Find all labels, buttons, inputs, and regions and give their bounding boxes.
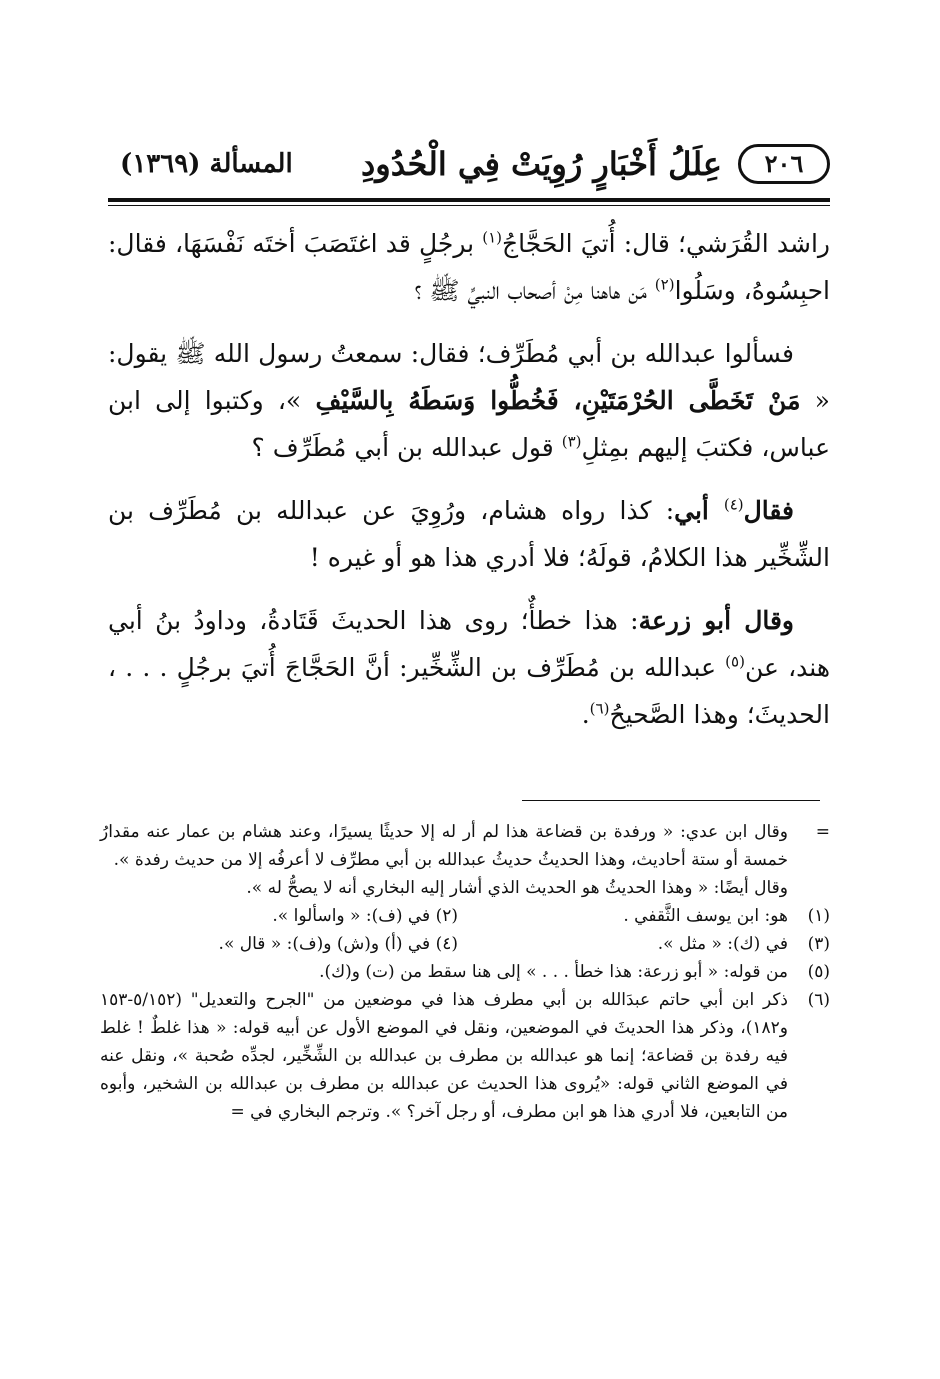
footnote-text: وقال أيضًا: « وهذا الحديثُ هو الحديث الذي أشار إليه البخاري أنه لا يصحُّ له ».	[246, 878, 788, 898]
footnote-4	[219, 930, 458, 958]
footnote-text: وقال ابن عدي: « ورفدة بن قضاعة هذا لم أر له إلا حديثًا يسيرًا، وعند هشام بن عمار عنه مقدارُ خمسة أو ستة أحاديث، وهذا الحديثُ حديثُ عبدالله بن أبي مطرِّف لا أعرفُه إلا من حديث رفدة ».	[100, 822, 788, 870]
text-segment: .	[581, 700, 590, 729]
book-title: عِلَلُ أَخْبَارٍ رُوِيَتْ فِي الْحُدُودِ	[360, 145, 722, 183]
page-header	[100, 142, 830, 194]
footnotes	[100, 818, 830, 1126]
footnote-marker: (١)	[807, 906, 830, 926]
footnote-marker: (٤)	[435, 934, 458, 954]
footnote-separator	[522, 800, 820, 801]
footnote-continuation-2	[100, 874, 830, 902]
text-segment: راشد القُرَشي؛ قال: أُتيَ الحَجَّاجُ	[502, 229, 830, 258]
paragraph-1	[108, 220, 830, 314]
speaker-label: فقال	[743, 496, 794, 525]
text-segment: برجُلٍ قد اغتَصَبَ أختَه نَفْسَهَا، فقال: احبِسُوهُ، وسَلُوا	[108, 229, 830, 305]
header-rule-thin	[108, 205, 830, 206]
page-number: ٢٠٦	[738, 144, 830, 184]
text-segment: »، وكتبوا إلى ابن عباس، فكتبَ إليهم بمِثلِ	[108, 386, 830, 462]
footnote-3: في (ك): « مثل ».	[657, 934, 788, 954]
paragraph-3	[108, 487, 830, 581]
footnote-ref-6: (٦)	[589, 699, 610, 718]
footnote-text: ذكر ابن أبي حاتم عبدَالله بن أبي مطرف هذا في موضعين من "الجرح والتعديل" (٥/١٥٢-١٥٣ و١٨٢)، وذكر هذا الحديثَ في الموضعين، ونقل في الموضع الأول عن أبيه قوله: « هذا غلطٌ ! غلط فيه رفدة بن قضاعة؛ إنما هو عبدالله بن مطرف بن عبدالله بن الشِّخِّير، لجدِّه صُحبة »، ونقل عنه في الموضع الثاني قوله: «يُروى هذا الحديث عن عبدالله بن مطرف بن عبدالله بن الشخير، وأبوه من التابعين، فلا أدري هذا هو ابن مطرف، أو رجل آخر؟ ». وترجم البخاري في =	[100, 990, 788, 1122]
speaker-label: أبي	[674, 496, 724, 525]
footnote-ref-2: (٢)	[654, 275, 675, 294]
footnote-ref-3: (٣)	[561, 432, 582, 451]
footnote-marker: (٣)	[807, 934, 830, 954]
footnote-ref-4: (٤)	[723, 495, 744, 514]
text-segment: : هذا خطأٌ؛ روى هذا الحديثَ قَتَادةُ، وداودُ بنُ أبي هند، عن	[108, 606, 830, 682]
footnote-5	[100, 958, 830, 986]
text-segment: قول عبدالله بن أبي مُطَرِّف ؟	[251, 433, 562, 462]
footnote-text: في (ف): « واسألوا ».	[272, 906, 431, 926]
footnote-marker: (٢)	[435, 906, 458, 926]
footnote-pair-3-4	[100, 930, 830, 958]
footnote-text: من قوله: « أبو زرعة: هذا خطأ . . . » إلى هنا سقط من (ت) و(ك).	[319, 962, 788, 982]
footnote-marker: =	[815, 822, 830, 842]
paragraph-4	[108, 597, 830, 738]
footnote-marker: (٥)	[807, 962, 830, 982]
text-segment: عبدالله بن مُطَرِّف بن الشِّخِّير: أنَّ الحَجَّاجَ أُتيَ برجُلٍ . . . ، الحديثَ؛ وهذا الصَّحيحُ	[108, 653, 830, 729]
footnote-ref-5: (٥)	[725, 652, 745, 671]
text-segment: : كذا رواه هشام، ورُوِيَ عن عبدالله بن مُطَرِّف بن الشِّخِّير هذا الكلامُ، قولَهُ؛ فلا أدري هذا هو أو غيره !	[108, 496, 830, 572]
footnote-1: هو: ابن يوسف الثَّقفي .	[623, 906, 788, 926]
footnote-text: في (أ) و(ش) و(ف): « قال ».	[218, 934, 431, 954]
footnote-6	[100, 986, 830, 1126]
text-segment: فسألوا عبدالله بن أبي مُطَرِّف؛ فقال: سمعتُ رسول الله ﷺ يقول: «	[108, 339, 830, 415]
footnote-ref-1: (١)	[482, 228, 503, 247]
header-rule-thick	[108, 198, 830, 202]
issue-number: المسألة (١٣٦٩)	[120, 149, 293, 179]
text-segment: مَن هاهنا مِنْ أصحاب النبيِّ ﷺ ؟	[414, 276, 655, 305]
main-text	[108, 220, 830, 754]
paragraph-2	[108, 330, 830, 471]
hadith-text: مَنْ تَخَطَّى الحُرْمَتَيْنِ، فَخُطُّوا وَسَطَهُ بِالسَّيْفِ	[315, 386, 801, 415]
footnote-continuation	[100, 818, 830, 874]
speaker-label: وقال أبو زرعة	[638, 606, 794, 635]
footnote-pair-1-2	[100, 902, 830, 930]
footnote-2	[272, 902, 458, 930]
footnote-marker: (٦)	[807, 990, 830, 1010]
